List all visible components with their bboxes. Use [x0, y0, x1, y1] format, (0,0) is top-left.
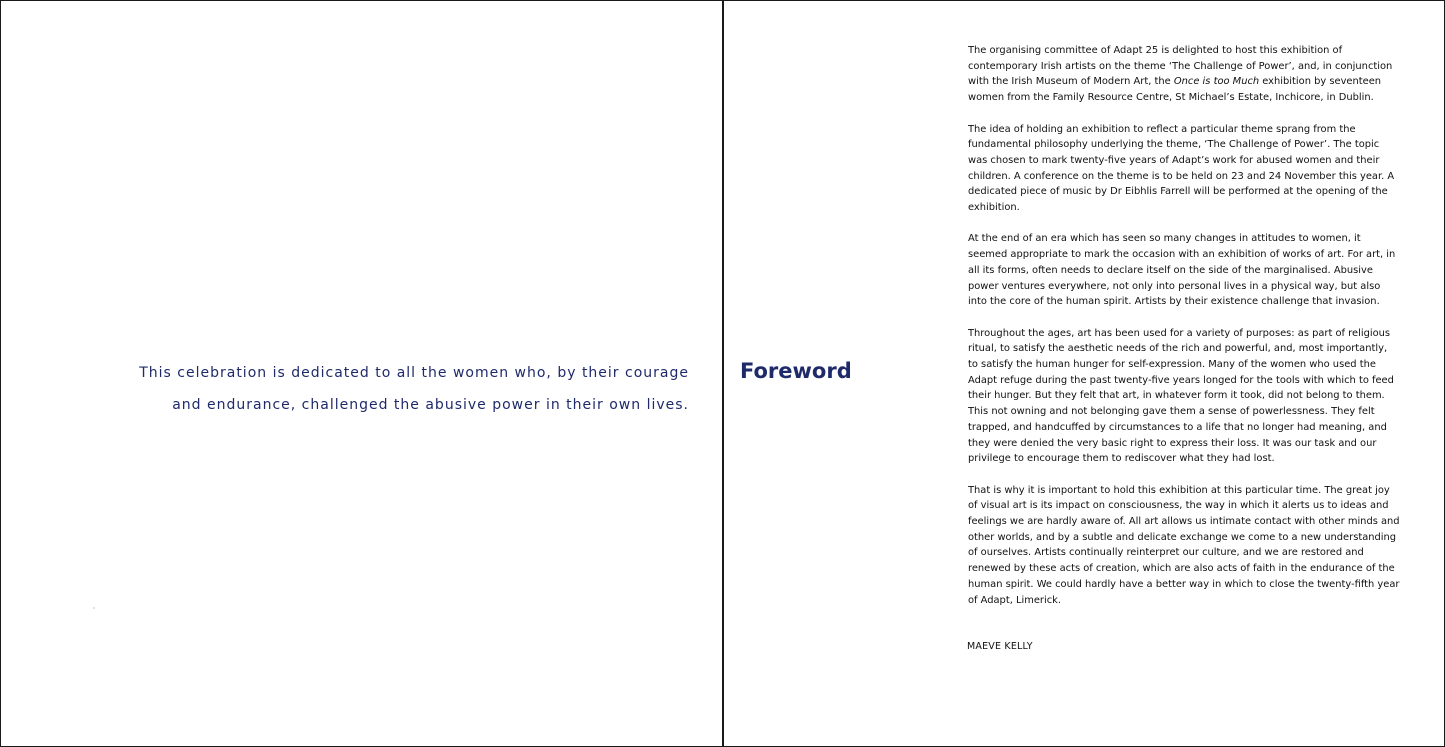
paragraph-1-start: The organising committee of Adapt 25 is delighted to host this exhibition of contemporary Irish artists on the theme ‘The Challenge of Power’, and, in conjunction with the Irish Museum of Modern Art, the [968, 45, 1393, 88]
left-page [1, 1, 722, 746]
dedication-line-2: and endurance, challenged the abusive power in their own lives. [172, 397, 689, 413]
paragraph-1-end: exhibition by seventeen women from the Family Resource Centre, St Michael’s Estate, Inchicore, in Dublin. [968, 76, 1382, 104]
foreword-body [968, 43, 1400, 624]
dedication [129, 357, 689, 421]
dedication-line-1: This celebration is dedicated to all the women who, by their courage [139, 365, 689, 381]
right-page [724, 1, 1444, 746]
paragraph-3: At the end of an era which has seen so many changes in attitudes to women, it seemed appropriate to mark the occasion with an exhibition of works of art. For art, in all its forms, often needs to declare itself on the side of the marginalised. Abusive power ventures everywhere, not only into personal lives in a physical way, but also into the core of the human spirit. Artists by their existence challenge that invasion. [968, 233, 1396, 308]
paper-speck [93, 607, 95, 609]
paragraph-2: The idea of holding an exhibition to reflect a particular theme sprang from the fundamental philosophy underlying the theme, ‘The Challenge of Power’. The topic was chosen to mark twenty-five years of Adapt’s work for abused women and their children. A conference on the theme is to be held on 23 and 24 November this year. A dedicated piece of music by Dr Eibhlis Farrell will be performed at the opening of the exhibition. [968, 123, 1395, 214]
paragraph-5: That is why it is important to hold this exhibition at this particular time. The great joy of visual art is its impact on consciousness, the way in which it alerts us to ideas and feelings we are hardly aware of. All art allows us intimate contact with other minds and other worlds, and by a subtle and delicate exchange we come to a new understanding of ourselves. Artists continually reinterpret our culture, and we are restored and renewed by these acts of creation, which are also acts of faith in the endurance of the human spirit. We could hardly have a better way in which to close the twenty-fifth year of Adapt, Limerick. [968, 484, 1400, 606]
paragraph-1 [968, 43, 1400, 106]
page-title: Foreword [740, 359, 852, 383]
exhibition-title: Once is too Much [1173, 76, 1260, 88]
author-signature: MAEVE KELLY [967, 641, 1033, 652]
paragraph-4: Throughout the ages, art has been used for a variety of purposes: as part of religious ritual, to satisfy the aesthetic needs of the rich and powerful, and, most importantly, to satisfy the human hunger for self-expression. Many of the women who used the Adapt refuge during the past twenty-five years longed for the tools with which to feed their hunger. But they felt that art, in whatever form it took, did not belong to them. This not owning and not belonging gave them a sense of powerlessness. They felt trapped, and handcuffed by circumstances to a life that no longer had meaning, and they were denied the very basic right to express their loss. It was our task and our privilege to encourage them to rediscover what they had lost. [968, 327, 1394, 465]
